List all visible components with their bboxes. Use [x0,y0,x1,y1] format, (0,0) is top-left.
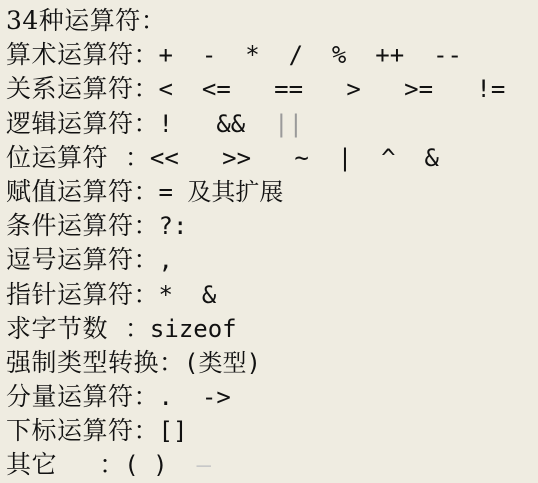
row-separator: ： [133,245,159,275]
operator-row-pointer [6,278,534,312]
row-label: 关系运算符 [6,74,134,104]
operator-row-member [6,380,534,414]
row-operators: < <= == > >= != [158,75,506,104]
row-separator: ： [124,142,150,172]
row-operators: [] [158,417,188,446]
row-label: 求字节数 [6,313,125,343]
row-operators: + - * / % ++ -- [158,41,462,70]
row-label: 其它 [6,450,100,480]
row-label: 逗号运算符 [6,245,134,275]
row-separator: ： [133,108,159,138]
operator-row-sizeof [6,312,534,346]
row-label: 算术运算符 [6,40,134,70]
operator-row-subscript [6,414,534,448]
row-operators: (类型) [184,348,261,377]
row-label: 赋值运算符 [6,176,134,206]
row-label: 位运算符 [6,142,125,172]
operator-row-assignment [6,175,534,209]
operator-row-comma [6,243,534,277]
row-separator: ： [133,40,159,70]
row-separator: ： [133,74,159,104]
heading: 34种运算符： [6,6,167,35]
operator-row-bitwise [6,141,534,175]
operator-row-relational [6,72,534,106]
document-body [6,4,534,483]
row-operators: , [158,246,173,275]
row-separator: ： [124,313,150,343]
row-separator: ： [133,382,159,412]
row-operators: = 及其扩展 [158,177,284,206]
row-label: 条件运算符 [6,211,134,241]
row-separator: ： [159,347,185,377]
row-operators: ! && [158,109,275,138]
row-label: 强制类型转换 [6,347,160,377]
operator-row-cast [6,346,534,380]
operator-row-arithmetic [6,38,534,72]
row-label: 下标运算符 [6,416,134,446]
row-separator: ： [133,416,159,446]
heading-line [6,4,534,38]
row-operators: ?: [158,212,188,241]
row-separator: ： [133,176,159,206]
row-label: 分量运算符 [6,382,134,412]
operator-row-logical [6,107,534,141]
row-operators: ( ) [124,451,197,480]
row-label: 逻辑运算符 [6,108,134,138]
row-operators-faint: || [274,109,304,138]
row-operators-faint: — [196,451,211,480]
row-operators: sizeof [149,314,237,343]
row-operators: * & [158,280,217,309]
row-separator: ： [99,450,125,480]
row-operators: << >> ~ | ^ & [149,143,439,172]
operator-row-conditional [6,209,534,243]
row-operators: . -> [158,383,231,412]
operator-row-other [6,448,534,482]
row-separator: ： [133,279,159,309]
row-separator: ： [133,211,159,241]
row-label: 指针运算符 [6,279,134,309]
